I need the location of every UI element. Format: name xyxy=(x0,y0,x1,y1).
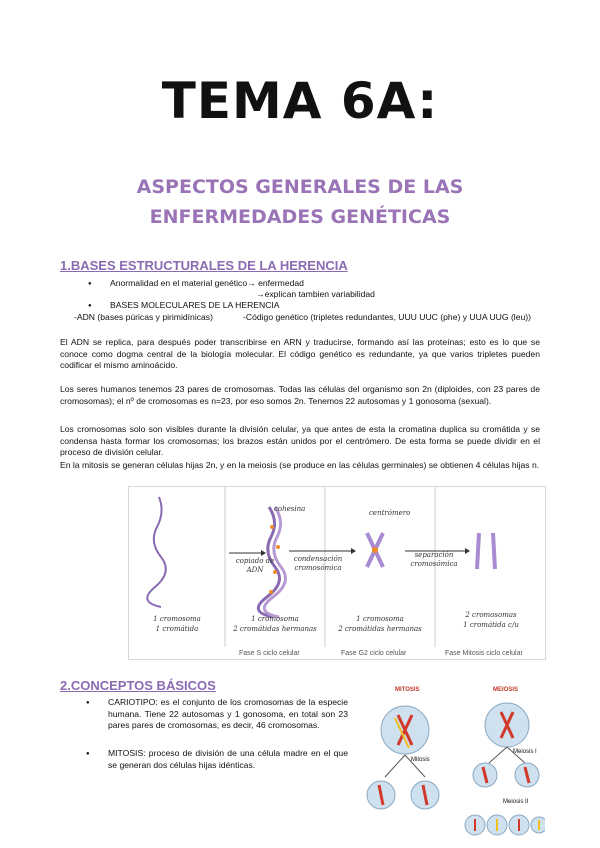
single-chromatid-icon xyxy=(147,497,166,607)
separated-chromatids-icon xyxy=(477,533,479,569)
bullet-sub-variabilidad: →explican tambien variabilidad xyxy=(256,289,375,299)
adn-bases-text: -ADN (bases púricas y pirimidínicas) xyxy=(74,312,213,322)
bullet-anormalidad: ● Anormalidad en el material genético→ enfermedad xyxy=(110,278,304,288)
label-cohesina: cohesina xyxy=(274,505,306,513)
page-title: TEMA 6A: xyxy=(161,72,439,130)
section-2-heading: 2.CONCEPTOS BÁSICOS xyxy=(60,678,216,693)
paragraph-mitosis-meiosis: En la mitosis se generan células hijas 2n, y en la meiosis (se produce en las células germinales) se obtienen 4 células hijas n. xyxy=(60,460,540,470)
codigo-genetico-text: -Código genético (tripletes redundantes, UUU UUC (phe) y UUA UUG (leu)) xyxy=(243,312,531,322)
label-stage1-bottom: 1 cromátida xyxy=(155,625,199,633)
bullet-bases-moleculares: ● BASES MOLECULARES DE LA HERENCIA xyxy=(110,300,280,310)
label-stage3-top: 1 cromosoma xyxy=(356,615,404,623)
label-stage2-bottom: 2 cromátidas hermanas xyxy=(233,625,317,633)
label-meiosis: MEIOSIS xyxy=(493,687,519,693)
label-meiosis-1: Meiosis I xyxy=(513,749,537,755)
label-stage3-bottom: 2 cromátidas hermanas xyxy=(338,625,422,633)
mitosis-meiosis-diagram xyxy=(365,685,545,845)
label-meiosis-2: Meiosis II xyxy=(503,799,529,805)
label-stage4-bottom: 1 cromátida c/u xyxy=(463,621,519,629)
bullet-cariotipo: ● CARIOTIPO: es el conjunto de los cromosomas de la especie humana. Tiene 22 autosomas y 1 gonosoma, en total son 23 pares pares de cromosomas, es decir, 46 cromosomas. xyxy=(108,697,348,730)
label-centromero: centrómero xyxy=(369,509,411,517)
label-mitosis: MITOSIS xyxy=(395,687,420,693)
paragraph-cromosomas: Los seres humanos tenemos 23 pares de cromosomas. Todas las células del organismo son 2n (diploides, con 23 pares de cromosomas); el nº de cromosomas es n=23, por eso somos 2n. Tenemos 22 autosomas y 1 gonosoma (sexual). xyxy=(60,384,540,406)
subtitle-line-2: ENFERMEDADES GENÉTICAS xyxy=(149,206,451,228)
caption-fase-s: Fase S ciclo celular xyxy=(239,650,300,657)
chromosome-figure xyxy=(128,486,546,660)
caption-fase-mitosis: Fase Mitosis ciclo celular xyxy=(445,650,523,657)
section-1-heading: 1.BASES ESTRUCTURALES DE LA HERENCIA xyxy=(60,258,348,273)
caption-fase-g2: Fase G2 ciclo celular xyxy=(341,650,407,657)
label-separacion: separación cromosómica xyxy=(410,551,458,568)
subtitle-line-1: ASPECTOS GENERALES DE LAS xyxy=(136,176,464,198)
label-mitosis-small: Mitosis xyxy=(411,757,430,763)
paragraph-adn: El ADN se replica, para después poder transcribirse en ARN y traducirse, formando así las proteínas; esto es lo que se conoce como dogma central de la biología molecular. El código genético es redundante, ya que varios tripletes pueden codificar el mismo aminoácido. xyxy=(60,337,540,370)
label-stage1-top: 1 cromosoma xyxy=(153,615,201,623)
label-copiado-adn: copiado de ADN xyxy=(235,557,275,574)
label-stage4-top: 2 cromosomas xyxy=(465,611,517,619)
label-condensacion: condensación cromosómica xyxy=(293,555,343,572)
paragraph-division: Los cromosomas solo son visibles durante la división celular, ya que antes de esta la cromatina duplica su cromátida y se condensa hasta formar los cromosomas; los brazos están unidos por el centrómero. De esta forma se puede dividir en el proceso de división celular. xyxy=(60,424,540,457)
bullet-mitosis: ● MITOSIS: proceso de división de una célula madre en el que se generan dos células hijas idénticas. xyxy=(108,748,348,770)
label-stage2-top: 1 cromosoma xyxy=(251,615,299,623)
